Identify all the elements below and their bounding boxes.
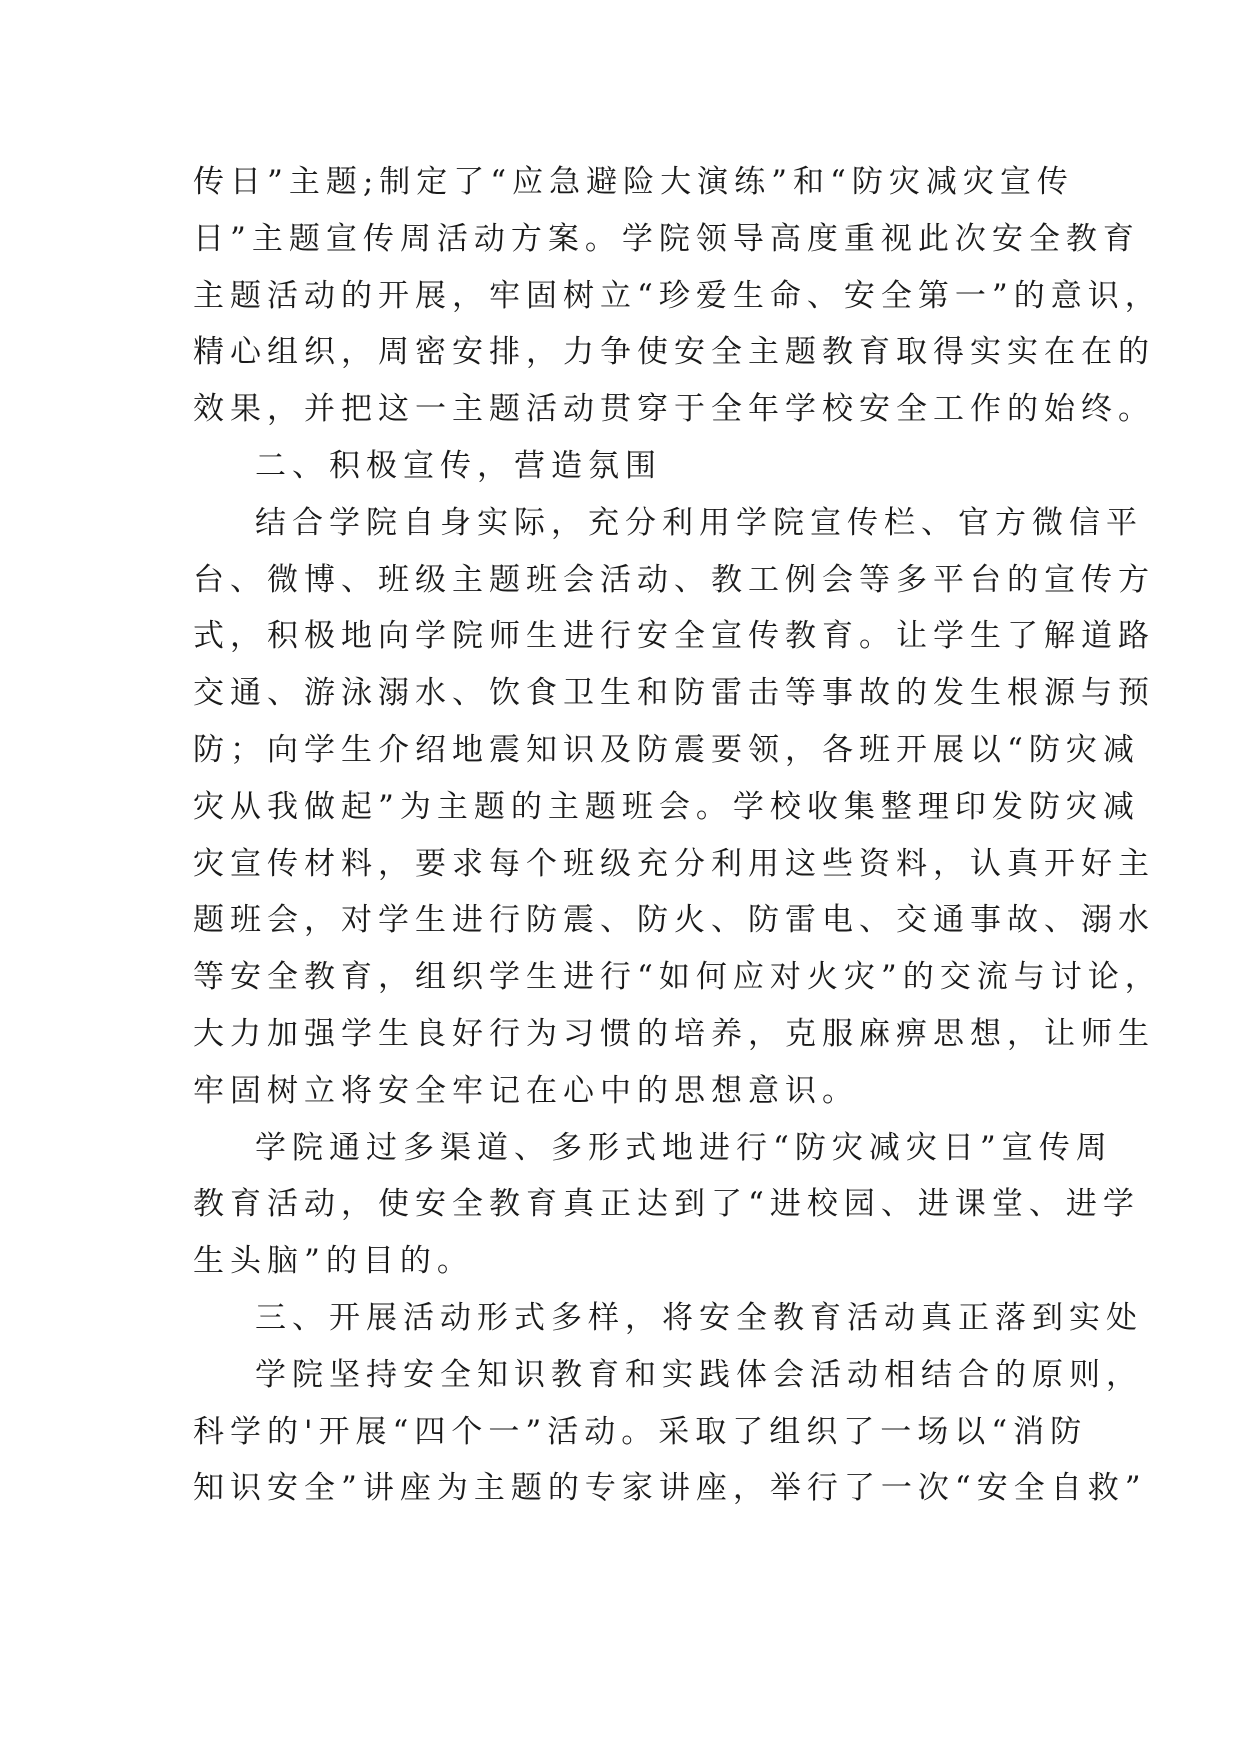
text-line: 台、微博、班级主题班会活动、教工例会等多平台的宣传方 [193, 561, 1155, 598]
text-line: 灾从我做起”为主题的主题班会。学校收集整理印发防灾减 [193, 788, 1140, 825]
text-line: 防；向学生介绍地震知识及防震要领，各班开展以“防灾减 [193, 731, 1140, 768]
text-line: 学院坚持安全知识教育和实践体会活动相结合的原则， [255, 1356, 1143, 1393]
section-heading: 三、开展活动形式多样，将安全教育活动真正落到实处 [255, 1299, 1143, 1336]
text-line: 知识安全”讲座为主题的专家讲座，举行了一次“安全自救” [193, 1470, 1147, 1507]
text-line: 教育活动，使安全教育真正达到了“进校园、进课堂、进学 [193, 1186, 1140, 1223]
text-line: 主题活动的开展，牢固树立“珍爱生命、安全第一”的意识， [193, 277, 1162, 314]
text-line: 大力加强学生良好行为习惯的培养，克服麻痹思想，让师生 [193, 1015, 1155, 1052]
text-line: 牢固树立将安全牢记在心中的思想意识。 [193, 1072, 859, 1109]
text-line: 灾宣传材料，要求每个班级充分利用这些资料，认真开好主 [193, 845, 1155, 882]
document-body [193, 154, 1162, 1517]
text-line: 效果，并把这一主题活动贯穿于全年学校安全工作的始终。 [193, 391, 1155, 428]
text-line: 式，积极地向学院师生进行安全宣传教育。让学生了解道路 [193, 618, 1155, 655]
text-line: 题班会，对学生进行防震、防火、防雷电、交通事故、溺水 [193, 902, 1155, 939]
text-line: 生头脑”的目的。 [193, 1243, 474, 1280]
section-heading: 二、积极宣传，营造氛围 [255, 447, 662, 484]
text-line: 交通、游泳溺水、饮食卫生和防雷击等事故的发生根源与预 [193, 675, 1155, 712]
text-line: 结合学院自身实际，充分利用学院宣传栏、官方微信平 [255, 504, 1143, 541]
text-line: 精心组织，周密安排，力争使安全主题教育取得实实在在的 [193, 334, 1155, 371]
text-line: 传日”主题;制定了“应急避险大演练”和“防灾减灾宣传 [193, 164, 1074, 200]
text-line: 等安全教育，组织学生进行“如何应对火灾”的交流与讨论， [193, 959, 1162, 996]
text-line: 日”主题宣传周活动方案。学院领导高度重视此次安全教育 [193, 220, 1140, 257]
text-line: 学院通过多渠道、多形式地进行“防灾减灾日”宣传周 [255, 1129, 1113, 1166]
text-line: 科学的'开展“四个一”活动。采取了组织了一场以“消防 [193, 1413, 1088, 1450]
